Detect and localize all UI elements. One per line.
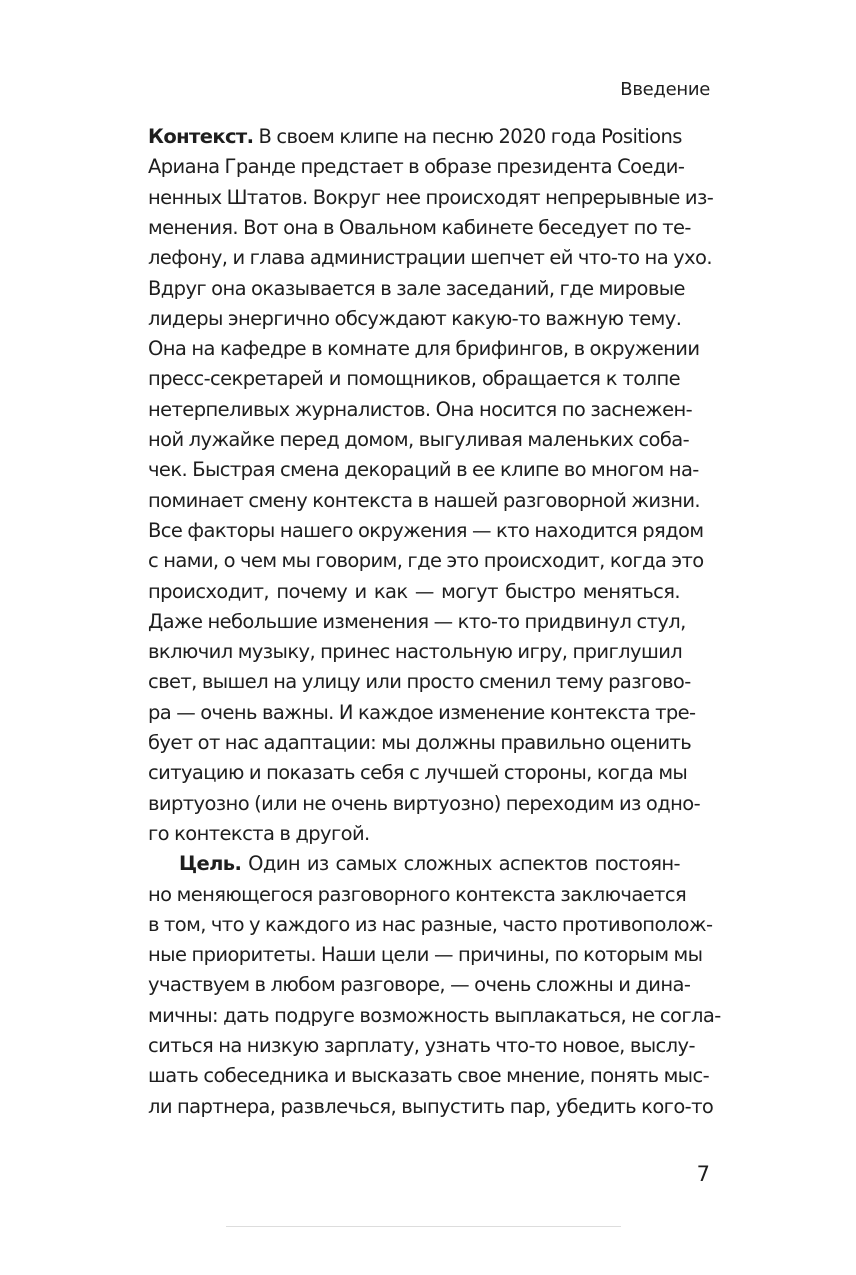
text-line: Даже небольшие изменения — кто-то придвинул стул,: [148, 609, 686, 633]
text-line: лидеры энергично обсуждают какую-то важную тему.: [148, 306, 682, 330]
text-line: поминает смену контекста в нашей разговорной жизни.: [148, 488, 701, 512]
text-line: ситься на низкую зарплату, узнать что-то новое, выслу-: [148, 1034, 695, 1057]
text-line: Все факторы нашего окружения — кто находится рядом: [148, 518, 704, 542]
running-header: Введение: [620, 79, 710, 100]
text-line: ной лужайке перед домом, выгуливая маленьких соба-: [148, 428, 690, 451]
text-line: Ариана Гранде предстает в образе президента Соеди-: [148, 155, 685, 179]
text-line: с нами, о чем мы говорим, где это происходит, когда это: [148, 549, 704, 573]
text-line: бует от нас адаптации: мы должны правильно оценить: [148, 731, 692, 754]
text-line: ные приоритеты. Наши цели — причины, по которым мы: [148, 943, 703, 967]
text-line: пресс-секретарей и помощников, обращается к толпе: [148, 367, 680, 391]
text-line: ситуацию и показать себя с лучшей стороны, когда мы: [148, 761, 688, 785]
text-line: Она на кафедре в комнате для брифингов, в окружении: [148, 337, 700, 361]
text-line: чек. Быстрая смена декораций в ее клипе во многом на-: [148, 458, 699, 482]
term-goal: Цель.: [179, 852, 242, 876]
page-number: 7: [696, 1162, 710, 1186]
text-line: Вдруг она оказывается в зале заседаний, где мировые: [148, 276, 685, 300]
text-line: свет, вышел на улицу или просто сменил тему разгово-: [148, 670, 691, 694]
text-line: происходит, почему и как — могут быстро меняться.: [148, 579, 680, 603]
text-line: виртуозно (или не очень виртуозно) переходим из одно-: [148, 791, 701, 815]
text-line: мичны: дать подруге возможность выплакаться, не согла-: [148, 1003, 721, 1027]
text-line: лефону, и глава администрации шепчет ей что-то на ухо.: [148, 246, 712, 270]
text-line: в том, что у каждого из нас разные, часто противополож-: [148, 912, 713, 936]
text-line: шать собеседника и высказать свое мнение, понять мыс-: [148, 1064, 710, 1088]
text-line: ли партнера, развлечься, выпустить пар, убедить кого-то: [148, 1094, 714, 1118]
text-line: ненных Штатов. Вокруг нее происходят непрерывные из-: [148, 185, 714, 209]
page-bottom-divider: [226, 1226, 621, 1227]
text-line: участвуем в любом разговоре, — очень сложны и дина-: [148, 973, 691, 997]
text-line: Контекст. В своем клипе на песню 2020 года Positions: [148, 125, 682, 148]
text-line: ра — очень важны. И каждое изменение контекста тре-: [148, 700, 696, 724]
text-line: Цель. Один из самых сложных аспектов постоян-: [179, 852, 680, 876]
term-context: Контекст.: [148, 125, 254, 148]
text-line: но меняющегося разговорного контекста заключается: [148, 882, 687, 906]
text-line: включил музыку, принес настольную игру, приглушил: [148, 640, 683, 664]
text-line: менения. Вот она в Овальном кабинете беседует по те-: [148, 215, 691, 239]
text-line: нетерпеливых журналистов. Она носится по заснежен-: [148, 397, 693, 421]
text-line: го контекста в другой.: [148, 821, 370, 845]
